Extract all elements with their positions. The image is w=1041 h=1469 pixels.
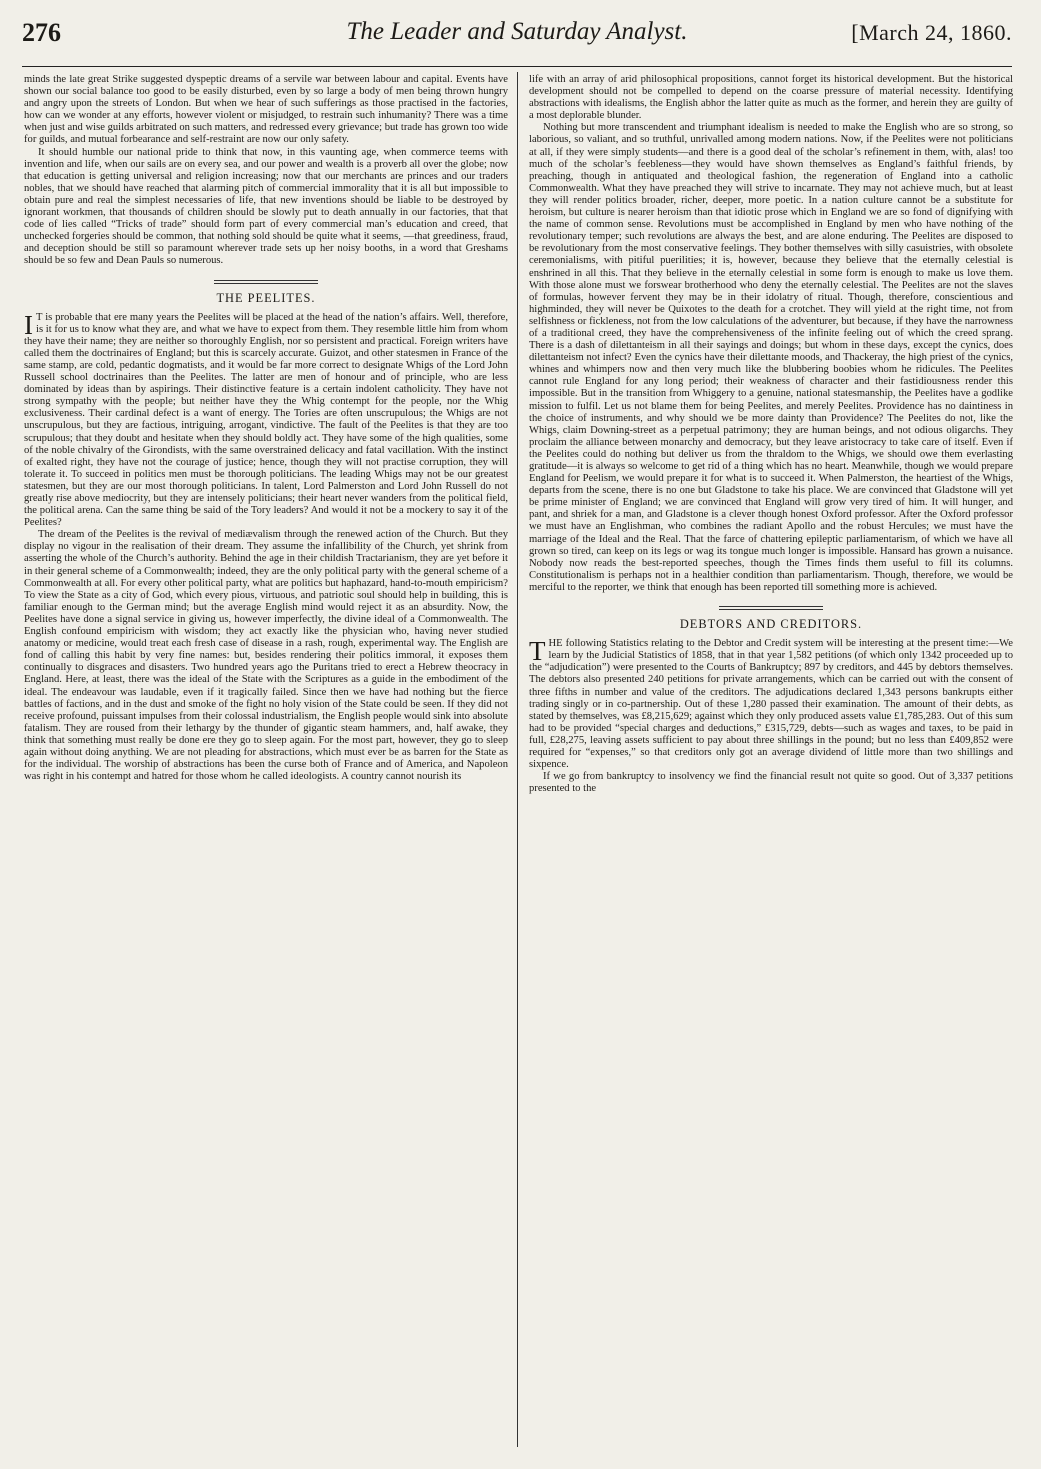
article-paragraph: minds the late great Strike suggested dyspeptic dreams of a servile war between labour and capital. Events have shown our social balance too good to be easily disturbed, even by so large a body of men being thrown hungry and angry upon the streets of London. But when we hear of such sufferings as those practised in the factories, how can we wonder at any efforts, however violent or misjudged, to restrain such inhumanity? There was a time when just and wise guilds arbitrated on such matters, and redressed every grievance; but trade has grown too wide for guilds, and mutual forbearance and self-restraint are now our only safety. [24,74,508,146]
article-paragraph: life with an array of arid philosophical propositions, cannot forget its historical development. But the historical development should not be compelled to depend on the coarse pressure of material necessity. Identifying abstractions with idealisms, the English abhor the latter quite as much as the former, and herein they are guilty of a most deplorable blunder. [529,74,1013,122]
article-paragraph: The dream of the Peelites is the revival of mediævalism through the renewed action of the Church. But they display no vigour in the realisation of their dream. They assume the infallibility of the Church, yet shrink from asserting the whole of the Church’s authority. Behind the age in their childish Tractarianism, they are yet before it in their general scheme of a Commonwealth; indeed, they are the only political party with the general scheme of a Commonwealth at all. For every other political party, what are politics but haphazard, hand-to-mouth empiricism? To view the State as a city of God, which every pious, virtuous, and patriotic soul should help in building, this is familiar enough to the German mind; but the average English mind would reject it as an absurdity. Now, the Peelites have done a signal service in giving us, however imperfectly, the divine ideal of a Commonwealth. The English confound empiricism with wisdom; they act exactly like the physician who, having never studied anatomy or medicine, would treat each fresh case of disease in a rash, rough, experimental way. The English are fond of calling this habit by very fine names: but, besides rendering their politics immoral, it exposes them continually to disgraces and disasters. Two hundred years ago the Puritans tried to erect a Hebrew theocracy in England. Here, at least, there was the ideal of the State with the Scriptures as a guide in the embodiment of the ideal. The endeavour was laudable, even if it tragically failed. Since then we have had nothing but the fierce battles of factions, and in the dust and smoke of the fight no holy vision of the State could be seen. If they did not receive profound, puissant impulses from their colossal industrialism, the English people would sink into absolute fatalism. They are roused from their lethargy by the thunder of gigantic steam hammers, and, half awake, they think that something must really be done ere they go to sleep again. For the most part, however, they go to sleep again without doing anything. We are not pleading for abstractions, which must ever be as barren for the State as for the individual. The worship of abstractions has been the curse both of France and of America, and Napoleon was right in his contempt and hatred for those whom he called ideologists. A country cannot nourish its [24,529,508,783]
article-paragraph: THE following Statistics relating to the Debtor and Credit system will be interesting at the present time:—We learn by the Judicial Statistics of 1858, that in that year 1,582 petitions (of which only 1342 proceeded up to the “adjudication”) were presented to the Courts of Bankruptcy; 897 by creditors, and 445 by debtors themselves. The debtors also presented 240 petitions for private arrangements, which can be carried out with the consent of three fifths in number and value of the creditors. The adjudications declared 1,343 persons bankrupts either trading singly or in co-partnership. Out of these 1,280 passed their examination. The amount of their debts, as stated by themselves, was £8,215,629; against which they only produced assets value £1,785,283. Out of this sum had to be provided “special charges and deductions,” £315,729, debts—such as wages and taxes, to be paid in full, £28,275, leaving assets sufficient to pay about three shillings in the pound; but no less than £409,852 were required for “expenses,” so that creditors only got an average dividend of little more than two shillings and sixpence. [529,636,1013,771]
article-paragraph: It should humble our national pride to think that now, in this vaunting age, when commerce teems with invention and life, when our sails are on every sea, and our power and wealth is a proverb all over the globe; now that education is getting universal and religion increasing; now that our merchants are princes and our traders nobles, that we should have reached that alarming pitch of commercial immorality that it is all but impossible to obtain pure and real the simplest necessaries of life, that new inventions should be liable to be destroyed by ignorant workmen, that thousands of children should be slowly put to death annually in our factories, that that code of lies called “Tricks of trade” should form part of every commercial man’s education and creed, that unchecked forgeries should be common, that nothing sold should be quite what it seems, —that greediness, fraud, and deception should be still so paramount wherever trade sets up her noisy booths, in a word that Greshams should be so few and Dean Pauls so numerous. [24,146,508,267]
section-separator [24,280,508,284]
page-number: 276 [22,18,61,47]
issue-date: [March 24, 1860. [851,20,1012,45]
article-paragraph: Nothing but more transcendent and triumphant idealism is needed to make the English who are so strong, so laborious, so valiant, and so truthful, unrivalled among modern nations. Now, if the Peelites were not politicians at all, if they were simply students—and there is a good deal of the scholar’s refinement in them, with, alas! too much of the scholar’s feebleness—they would have shown themselves as England’s faithful friends, by preaching, though in antiquated and theological fashion, the regeneration of England into a catholic Commonwealth. What they have preached they will strive to incarnate. They may not achieve much, but at least they will render politics broader, richer, deeper, more poetic. In a nation culture cannot be a substitute for heroism, but culture is nearer heroism than that idiotic prose which in England we are so fond of dignifying with the name of common sense. Revolutions must be accomplished in England by men who have nothing of the revolutionary temper; such revolutions are always the best, and are alone enduring. The Peelites are disposed to be revolutionary from the most conservative feelings. They bother themselves with silly casuistries, with obsolete ceremonialisms, with pitiful puerilities; it is, however, because they believe that the eternally celestial is enshrined in all this. That they believe in the eternally celestial in some form is enough to make us love them. With those alone must we forswear brotherhood who deny the eternally celestial. The Peelites are not the slaves of formulas, however fervent they may be in their idolatry of ritual. Though, therefore, conscientious and highminded, they will never be Quixotes to the death for a crotchet. They will yield at the right time, not from selfishness or fickleness, not from the low calculations of the adventurer, but because, if they have the narrowness of a traditional creed, they have the comprehensiveness of the infinite feeling out of which the creed sprang. There is a dash of dilettanteism in all their sayings and doings; but whom in these days, except the cynics, does dilettanteism not infect? Even the cynics have their dilettante moods, and Thackeray, the high priest of the cynics, whines and whimpers now and then very much like the blubbering boobies whom he ridicules. The Peelites cannot rule England for any long period; their weakness of character and their fastidiousness render this impossible. But in the transition from Whiggery to a genuine, national statesmanship, the Peelites have a godlike mission to fulfil. Let us not blame them for being Peelites, and merely Peelites. Providence has no daintiness in the choice of instruments, and why should we be more dainty than Providence? The Peelites do not, like the Whigs, claim Downing-street as a perpetual patrimony; they are human beings, and not odious oligarchs. They proclaim the alliance between monarchy and democracy, but they leave aristocracy to take care of itself. Even if the Peelites could do nothing but deliver us from the thraldom to the Whigs, we should owe them everlasting gratitude—it is always so welcome to get rid of a thing which has no heart. Meanwhile, though we would prepare England for Peelism, we would prepare it for what is to succeed it. When Palmerston, the heartiest of the Whigs, departs from the scene, there is no one but Gladstone to take his place. We are convinced that Gladstone will yet be prime minister of England; we are convinced that England will grow very tired of him. It will hunger, and pant, and shriek for a man, and Gladstone is a clever though honest Oxford professor. After the Oxford professor we must have an Englishman, who combines the radiant Apollo and the robust Hercules; we must have the marriage of the Ideal and the Real. That the farce of chattering epileptic parliamentarism, of which we have all grown so tired, can keep on its legs or wag its tongue much longer is impossible. Hansard has grown a nuisance. Nobody now reads the best-reported speeches, though the Times finds them useful to fill its columns. Constitutionalism is perhaps not in a healthier condition than parliamentarism. Though, therefore, we would be merciful to the reporter, we think that enough has been reported till something more is achieved. [529,122,1013,593]
article-paragraph: I T is probable that ere many years the Peelites will be placed at the head of the nation’s affairs. Well, therefore, is it for us to know what they are, and what we have to expect from them. They resemble little him from whom they have their name; they are neither so thoroughly English, nor so persistent and practical. Foreign writers have called them the doctrinaires of England; but this is scarcely accurate. Guizot, and other statesmen in France of the same stamp, are cold, pedantic dogmatists, and it would be far more correct to designate Whigs of the Lord John Russell school doctrinaires than the Peelites. The latter are men of honour and of principle, who are less dominated by ideas than by aspirings. Their distinctive feature is a certain indolent catholicity. They have not strong sympathy with the people; but neither have they the Whig contempt for the people, nor the Whig exclusiveness. Their cardinal defect is a want of energy. The Tories are often unscrupulous; the Whigs are not unscrupulous, but they are factious, intriguing, arrogant, vindictive. The fault of the Peelites is that they are too scrupulous; that they doubt and hesitate when they should boldly act. They have some of the high qualities, some of the noble chivalry of the Girondists, with the same overstrained delicacy and fatal vacillation. With the instinct of exalted right, they have not the courage of justice; hence, though they will not practise corruption, they will tolerate it. To succeed in politics men must be thorough politicians. The leading Whigs may not be our greatest statesmen, but they are our most thorough politicians. In talent, Lord Palmerston and Lord John Russell do not greatly rise above mediocrity, but they are intensely politicians; their heart never wanders from the political field, the political arena. Can the same thing be said of the Tory leaders? And would it not be a mockery to say it of the Peelites? [24,309,508,529]
right-column [529,74,1013,1446]
drop-cap: I [24,309,33,340]
page-header [22,18,1012,58]
header-rule [22,66,1012,67]
section-separator [529,606,1013,610]
section-title-debtors: DEBTORS AND CREDITORS. [679,617,863,632]
article-paragraph: If we go from bankruptcy to insolvency we find the financial result not quite so good. Out of 3,337 petitions presented to the [529,771,1013,795]
drop-cap: T [529,636,546,667]
running-title: The Leader and Saturday Analyst. [346,18,688,45]
column-divider [517,72,518,1447]
left-column [24,74,508,1446]
section-title-peelites: THE PEELITES. [216,290,316,305]
